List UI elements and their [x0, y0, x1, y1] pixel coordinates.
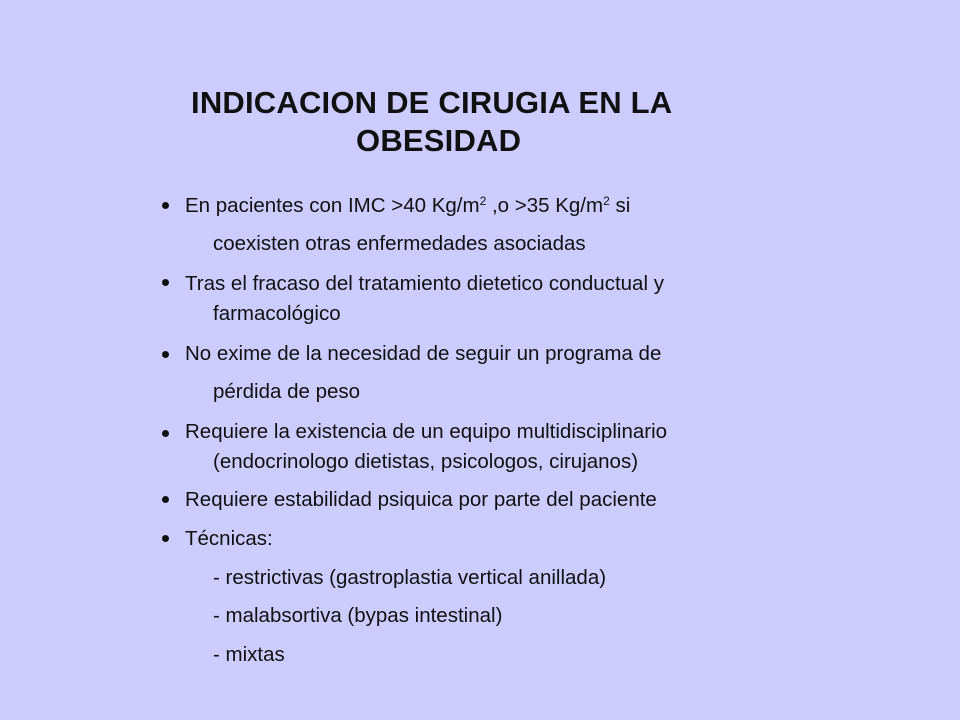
- bullet-dot: [162, 430, 169, 437]
- bullet-1-part-a: En pacientes con IMC >40 Kg/m: [185, 194, 480, 217]
- bullet-5-text: Requiere estabilidad psiquica por parte del paciente: [185, 488, 657, 511]
- title-line-2: OBESIDAD: [356, 123, 522, 158]
- bullet-2-continuation: farmacológico: [213, 302, 341, 325]
- bullet-dot: [162, 202, 169, 209]
- bullet-1-part-c: si: [609, 194, 631, 217]
- bullet-1-text: [185, 193, 630, 219]
- title-line-1: INDICACION DE CIRUGIA EN LA: [191, 85, 673, 120]
- bullet-dot: [162, 535, 169, 542]
- bullet-dot: [162, 496, 169, 503]
- sub-item-malabsortiva: - malabsortiva (bypas intestinal): [213, 604, 503, 627]
- bullet-4-continuation: (endocrinologo dietistas, psicologos, cirujanos): [213, 450, 639, 473]
- bullet-1-part-b: ,o >35 Kg/m: [486, 194, 604, 217]
- bullet-1-continuation: coexisten otras enfermedades asociadas: [213, 232, 586, 255]
- superscript-2: 2: [603, 194, 610, 208]
- bullet-dot: [162, 279, 169, 286]
- bullet-3-continuation: pérdida de peso: [213, 380, 361, 403]
- bullet-6-text: Técnicas:: [185, 527, 273, 550]
- bullet-2-text: Tras el fracaso del tratamiento dietetico conductual y: [185, 272, 664, 295]
- sub-item-mixtas: - mixtas: [213, 643, 285, 666]
- bullet-3-text: No exime de la necesidad de seguir un programa de: [185, 342, 662, 365]
- bullet-4-text: Requiere la existencia de un equipo multidisciplinario: [185, 420, 668, 443]
- sub-item-restrictivas: - restrictivas (gastroplastia vertical anillada): [213, 566, 607, 589]
- superscript-2: 2: [479, 194, 487, 208]
- bullet-dot: [162, 351, 169, 358]
